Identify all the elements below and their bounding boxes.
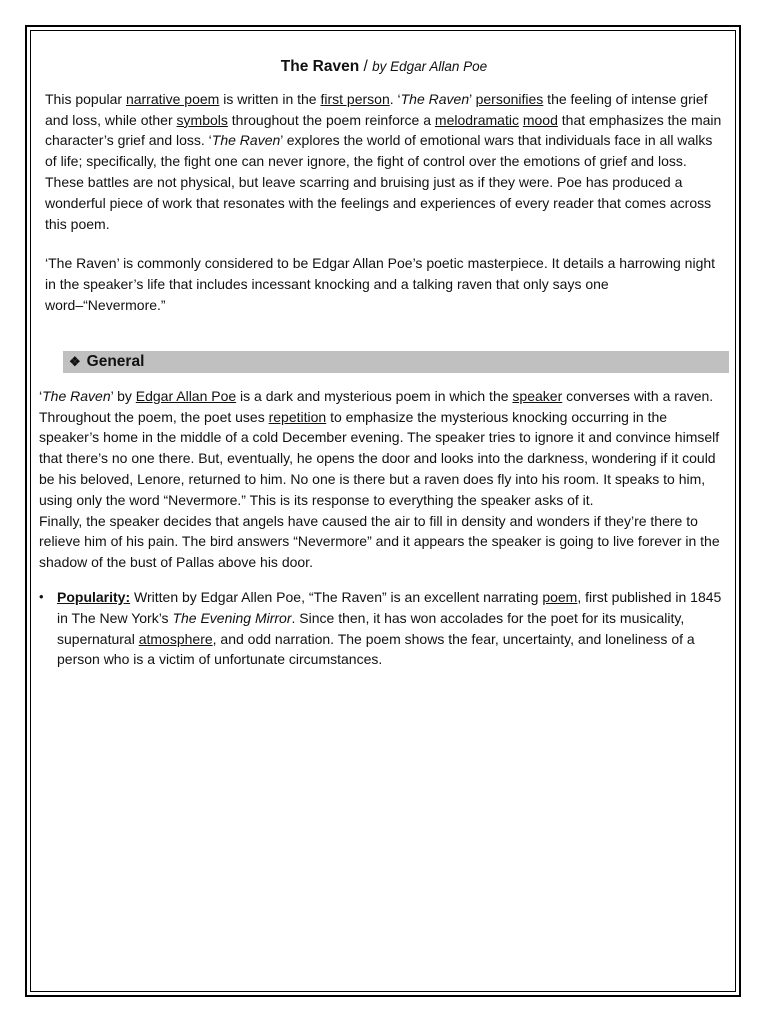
page-title: [39, 57, 729, 78]
text: Written by Edgar Allen Poe, “The Raven” is an excellent narrating: [130, 588, 543, 605]
popularity-label: Popularity:: [57, 588, 131, 605]
text: the feeling of intense grief and loss, while other: [45, 90, 708, 128]
text: ’ explores the world of emotional wars that individuals face in all walks of life; specifically, the fight one can never ignore, the fight of control over the emotions of grief and loss. These battles are not physical, but leave scarring and bruising just as if they were. Poe has produced a wonderful piece of work that resonates with the feelings and experiences of every reader that comes across this poem.: [45, 132, 713, 232]
text: Throughout the poem, the poet uses: [39, 408, 269, 425]
bullet-dot-icon: •: [39, 588, 44, 604]
italic-title: The Raven: [400, 90, 470, 107]
link-poem[interactable]: poem: [542, 588, 578, 605]
text: This popular: [45, 90, 126, 107]
text: to emphasize the mysterious knocking occurring in the speaker’s home in the middle of a cold December evening. The speaker tries to ignore it and convince himself that there’s no one there. But, eventually, he opens the door and looks into the darkness, wondering if it could be his beloved, Lenore, returned to him. No one is there but a raven does fly into his room. It speaks to him, using only the word “Nevermore.” This is its response to everything the speaker asks of it.: [39, 408, 720, 508]
link-atmosphere[interactable]: atmosphere: [138, 630, 213, 647]
general-paragraph-3: Finally, the speaker decides that angels have caused the air to fill in density and wonders if they’re there to relieve him of his pain. The bird answers “Nevermore” and it appears the speaker is going to live forever in the shadow of the bust of Pallas above his door.: [39, 512, 720, 571]
text: ’ by: [110, 387, 136, 404]
link-repetition[interactable]: repetition: [268, 408, 327, 425]
link-speaker[interactable]: speaker: [512, 387, 563, 404]
section-heading-label: General: [86, 352, 145, 370]
link-mood[interactable]: mood: [522, 111, 558, 128]
text: ’: [469, 90, 476, 107]
title-separator: /: [359, 58, 373, 75]
bullet-list: [39, 587, 729, 670]
intro-paragraph: [39, 89, 729, 235]
link-personifies[interactable]: personifies: [475, 90, 544, 107]
general-paragraph-1: [39, 386, 725, 407]
link-edgar-allan-poe[interactable]: Edgar Allan Poe: [135, 387, 237, 404]
italic-publication: The Evening Mirror: [172, 609, 292, 626]
text: , first published in 1845 in The New York’s: [57, 588, 722, 626]
document-body: [39, 57, 729, 670]
text: . ‘: [389, 90, 401, 107]
section-heading-general: [63, 351, 729, 373]
link-symbols[interactable]: symbols: [176, 111, 228, 128]
link-melodramatic[interactable]: melodramatic: [434, 111, 519, 128]
title-byline: by Edgar Allan Poe: [372, 59, 488, 74]
bullet-text: [57, 587, 729, 670]
text: . Since then, it has won accolades for the poet for its musicality, supernatural: [57, 609, 685, 647]
text: that emphasizes the main character’s grief and loss. ‘: [45, 111, 722, 149]
text: , and odd narration. The poem shows the fear, uncertainty, and loneliness of a person who is a victim of unfortunate circumstances.: [57, 630, 695, 668]
diamond-bullet-icon: ❖: [69, 353, 81, 369]
text: throughout the poem reinforce a: [227, 111, 435, 128]
list-item: [39, 587, 729, 670]
link-narrative-poem[interactable]: narrative poem: [125, 90, 220, 107]
link-first-person[interactable]: first person: [320, 90, 390, 107]
text: ‘: [39, 387, 43, 404]
text: is written in the: [219, 90, 321, 107]
general-paragraph-2: [39, 407, 725, 511]
title-main: The Raven: [280, 58, 360, 75]
intro-paragraph-2: ‘The Raven’ is commonly considered to be Edgar Allan Poe’s poetic masterpiece. It details a harrowing night in the speaker’s life that includes incessant knocking and a talking raven that only says one word–“Nevermore.”: [45, 255, 716, 313]
text: converses with a raven.: [562, 387, 714, 404]
general-section: [39, 386, 729, 573]
text: is a dark and mysterious poem in which the: [236, 387, 513, 404]
italic-title: The Raven: [42, 387, 111, 404]
italic-title: The Raven: [211, 132, 281, 149]
